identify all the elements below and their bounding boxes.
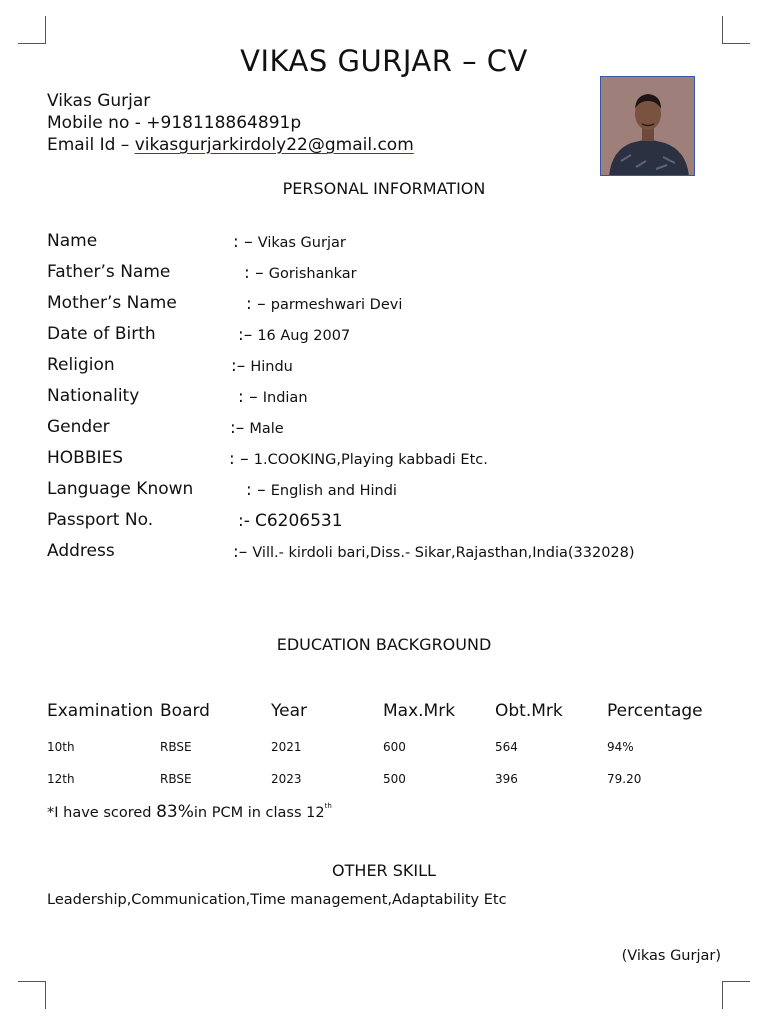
table-cell: 500 [383, 772, 406, 786]
signature: (Vikas Gurjar) [621, 948, 721, 964]
personal-value: Vikas Gurjar [257, 235, 346, 251]
header-name: Vikas Gurjar [47, 91, 151, 111]
header-email-line [47, 135, 414, 155]
personal-separator: :– [238, 325, 253, 345]
table-cell: RBSE [160, 772, 192, 786]
personal-separator: :– [230, 418, 245, 438]
personal-info-heading: PERSONAL INFORMATION [282, 179, 486, 198]
crop-mark-top-left [18, 16, 46, 44]
email-link[interactable]: vikasgurjarkirdoly22@gmail.com [134, 135, 414, 155]
crop-mark-bottom-right [722, 981, 750, 1009]
personal-value-line [229, 449, 488, 469]
score-note-middle: in PCM in class 12 [193, 805, 325, 821]
personal-separator: : – [238, 387, 258, 407]
personal-label: Language Known [47, 479, 194, 499]
table-cell: 2023 [271, 772, 302, 786]
personal-value-line [231, 356, 293, 376]
score-note-suffix: th [324, 802, 332, 810]
personal-label: Gender [47, 417, 110, 437]
score-note-score: 83% [156, 802, 194, 822]
score-note [47, 802, 332, 822]
personal-separator: :– [233, 542, 248, 562]
personal-label: Mother’s Name [47, 293, 177, 313]
personal-value-line [244, 263, 357, 283]
personal-value-line [246, 480, 397, 500]
table-header-cell: Board [160, 701, 210, 721]
personal-value: Hindu [250, 359, 293, 375]
profile-photo [600, 76, 695, 176]
personal-value-line [238, 387, 308, 407]
table-cell: 12th [47, 772, 75, 786]
personal-value-line [233, 542, 635, 562]
score-note-prefix: *I have scored [47, 805, 157, 821]
header-mobile: Mobile no - +918118864891p [47, 113, 302, 133]
personal-value: Male [249, 421, 284, 437]
personal-separator: : – [229, 449, 249, 469]
table-header-cell: Percentage [607, 701, 703, 721]
table-cell: 600 [383, 740, 406, 754]
table-header-cell: Max.Mrk [383, 701, 456, 721]
personal-separator: : – [233, 232, 253, 252]
table-cell: 10th [47, 740, 75, 754]
crop-mark-bottom-left [18, 981, 46, 1009]
personal-label: Father’s Name [47, 262, 171, 282]
personal-separator: :- [238, 511, 250, 531]
personal-label: Nationality [47, 386, 140, 406]
table-cell: RBSE [160, 740, 192, 754]
skills-text: Leadership,Communication,Time management,Adaptability Etc [47, 892, 507, 908]
skills-heading: OTHER SKILL [332, 861, 436, 880]
personal-value: Vill.- kirdoli bari,Diss.- Sikar,Rajasthan,India(332028) [252, 545, 635, 561]
table-header-cell: Year [271, 701, 307, 721]
personal-value-line [238, 511, 343, 531]
email-label: Email Id – [47, 135, 135, 155]
personal-separator: : – [246, 480, 266, 500]
personal-label: Religion [47, 355, 115, 375]
table-header-cell: Obt.Mrk [495, 701, 563, 721]
personal-value: Gorishankar [268, 266, 357, 282]
table-cell: 396 [495, 772, 518, 786]
personal-value: parmeshwari Devi [270, 297, 403, 313]
personal-separator: : – [246, 294, 266, 314]
table-cell: 2021 [271, 740, 302, 754]
personal-label: Address [47, 541, 115, 561]
education-heading: EDUCATION BACKGROUND [276, 635, 492, 654]
personal-value-line [246, 294, 402, 314]
personal-value-line [230, 418, 284, 438]
personal-value-line [238, 325, 350, 345]
personal-value: C6206531 [254, 511, 343, 531]
table-cell: 94% [607, 740, 634, 754]
personal-label: Name [47, 231, 98, 251]
page-title: VIKAS GURJAR – CV [240, 44, 528, 78]
person-photo-icon [601, 77, 695, 176]
personal-label: Passport No. [47, 510, 154, 530]
crop-mark-top-right [722, 16, 750, 44]
personal-value: 1.COOKING,Playing kabbadi Etc. [253, 452, 488, 468]
table-cell: 564 [495, 740, 518, 754]
table-header-cell: Examination [47, 701, 154, 721]
personal-value: Indian [262, 390, 308, 406]
personal-value-line [233, 232, 346, 252]
table-cell: 79.20 [607, 772, 642, 786]
personal-separator: : – [244, 263, 264, 283]
personal-label: Date of Birth [47, 324, 156, 344]
personal-value: English and Hindi [270, 483, 397, 499]
personal-separator: :– [231, 356, 246, 376]
personal-value: 16 Aug 2007 [257, 328, 351, 344]
personal-label: HOBBIES [47, 448, 124, 468]
